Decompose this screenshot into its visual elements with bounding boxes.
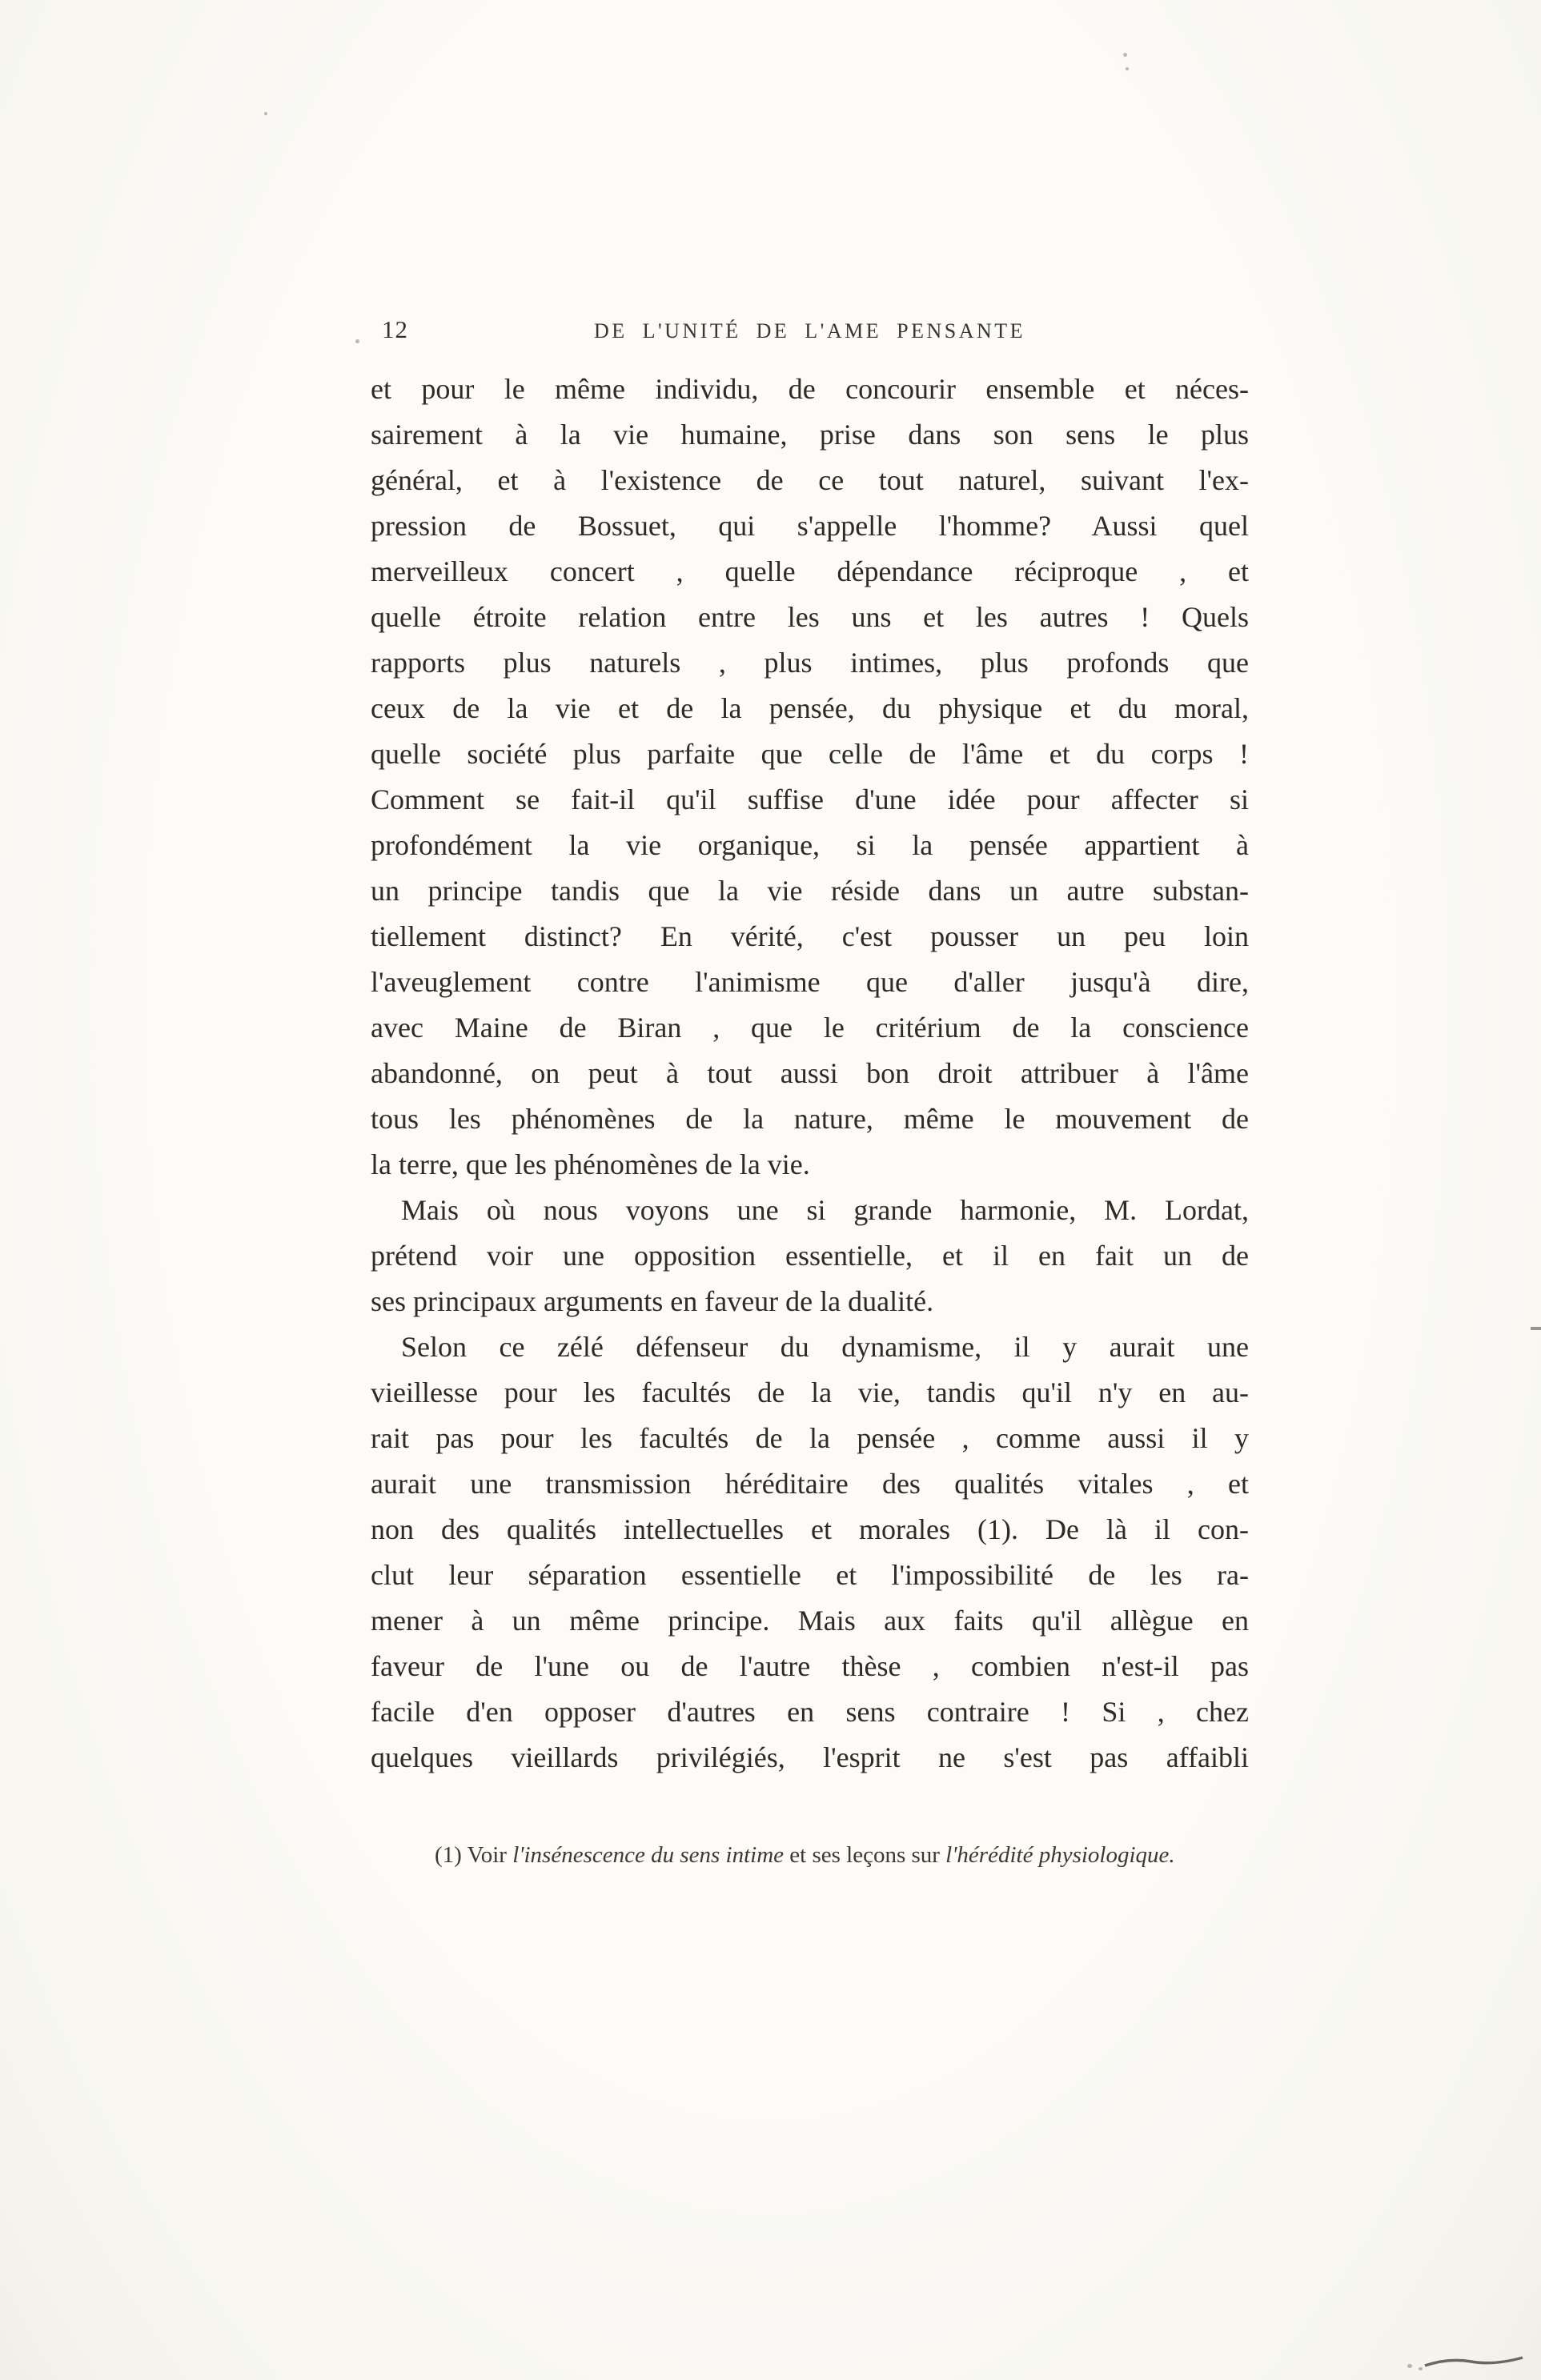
text-line: clut leur séparation essentielle et l'impossibilité de les ra- [371, 1559, 1249, 1591]
text-line: quelle société plus parfaite que celle de l'âme et du corps ! [371, 738, 1249, 770]
body-text [371, 367, 1249, 1781]
text-line: sairement à la vie humaine, prise dans son sens le plus [371, 419, 1249, 451]
text-line: un principe tandis que la vie réside dans un autre substan- [371, 875, 1249, 907]
text-line: avec Maine de Biran , que le critérium de la conscience [371, 1012, 1249, 1044]
scan-speck [264, 112, 267, 115]
text-line: vieillesse pour les facultés de la vie, tandis qu'il n'y en au- [371, 1376, 1249, 1408]
text-line: l'aveuglement contre l'animisme que d'aller jusqu'à dire, [371, 966, 1249, 998]
text-line: quelle étroite relation entre les uns et les autres ! Quels [371, 601, 1249, 633]
footnote-title-2: l'hérédité physiologique. [945, 1842, 1175, 1868]
scan-speck [1126, 67, 1129, 70]
running-header: DE L'UNITÉ DE L'AME PENSANTE [593, 319, 1026, 343]
text-line: Selon ce zélé défenseur du dynamisme, il y aurait une [401, 1331, 1249, 1363]
text-line: ses principaux arguments en faveur de la dualité. [371, 1285, 934, 1317]
text-line: aurait une transmission héréditaire des qualités vitales , et [371, 1468, 1249, 1500]
text-line: faveur de l'une ou de l'autre thèse , combien n'est-il pas [371, 1650, 1249, 1682]
scan-speck [1123, 53, 1127, 57]
scan-speck [1407, 2364, 1412, 2368]
text-line: tiellement distinct? En vérité, c'est pousser un peu loin [371, 920, 1249, 952]
text-line: Comment se fait-il qu'il suffise d'une idée pour affecter si [371, 783, 1249, 815]
text-line: mener à un même principe. Mais aux faits qu'il allègue en [371, 1605, 1249, 1637]
text-line: pression de Bossuet, qui s'appelle l'homme? Aussi quel [371, 510, 1249, 542]
text-line: rait pas pour les facultés de la pensée , comme aussi il y [371, 1422, 1249, 1454]
text-line: abandonné, on peut à tout aussi bon droit attribuer à l'âme [371, 1057, 1249, 1089]
footnote [325, 1833, 1234, 1877]
text-line: général, et à l'existence de ce tout naturel, suivant l'ex- [371, 464, 1249, 496]
page-number: 12 [382, 315, 408, 343]
footnote-middle-text: et ses leçons sur [784, 1842, 946, 1868]
footnote-marker: (1) Voir [435, 1842, 513, 1868]
text-line: tous les phénomènes de la nature, même le mouvement de [371, 1103, 1249, 1135]
scan-edge-mark [1531, 1327, 1541, 1330]
text-line: Mais où nous voyons une si grande harmonie, M. Lordat, [401, 1194, 1249, 1226]
text-line: ceux de la vie et de la pensée, du physique et du moral, [371, 692, 1249, 724]
text-line: rapports plus naturels , plus intimes, plus profonds que [371, 647, 1249, 679]
text-line: quelques vieillards privilégiés, l'esprit ne s'est pas affaibli [371, 1741, 1249, 1773]
text-line: non des qualités intellectuelles et morales (1). De là il con- [371, 1513, 1249, 1545]
scan-speck [355, 339, 359, 343]
text-line: et pour le même individu, de concourir ensemble et néces- [371, 373, 1249, 405]
footnote-title-1: l'insénescence du sens intime [512, 1842, 785, 1868]
text-line: profondément la vie organique, si la pensée appartient à [371, 829, 1249, 861]
footnote-text [325, 1833, 1234, 1877]
text-line: facile d'en opposer d'autres en sens contraire ! Si , chez [371, 1696, 1249, 1728]
scan-speck [1419, 2367, 1423, 2370]
text-line: prétend voir une opposition essentielle, et il en fait un de [371, 1240, 1249, 1272]
text-line: merveilleux concert , quelle dépendance réciproque , et [371, 555, 1249, 587]
text-line: la terre, que les phénomènes de la vie. [371, 1148, 810, 1180]
page-header [371, 315, 1249, 351]
pen-mark-artifact [1423, 2350, 1527, 2374]
